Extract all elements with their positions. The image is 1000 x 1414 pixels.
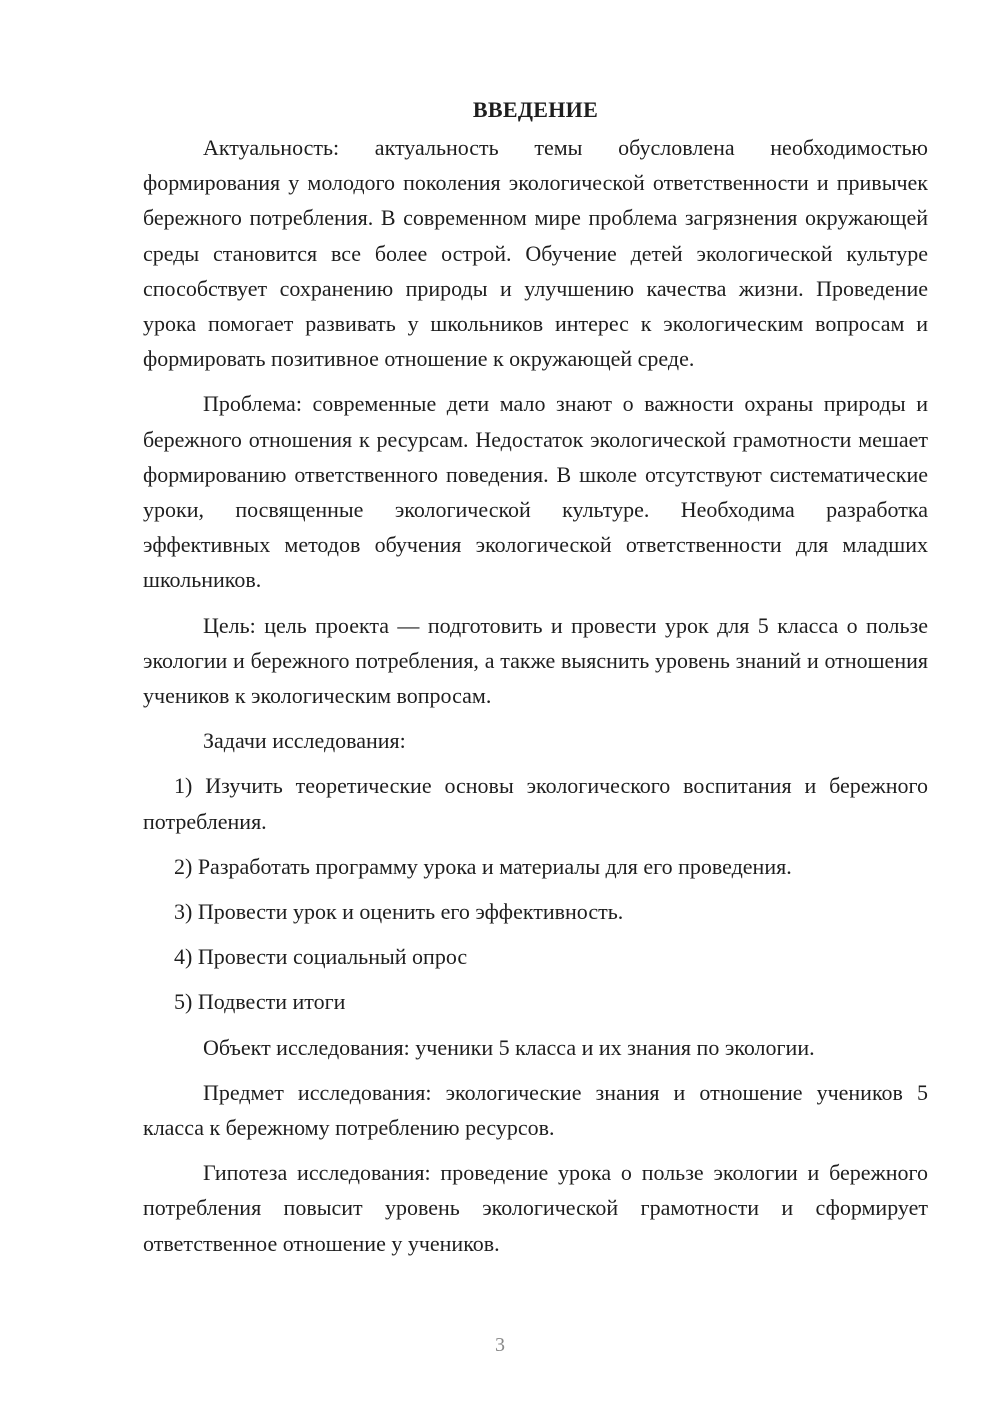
page-number: 3 (495, 1334, 505, 1356)
task-item: 1) Изучить теоретические основы экологического воспитания и бережного потребления. (143, 773, 928, 834)
page-title: ВВЕДЕНИЕ (472, 97, 599, 122)
tasks-list (143, 768, 928, 1019)
task-item: 3) Провести урок и оценить его эффективность. (174, 899, 624, 925)
task-item: 4) Провести социальный опрос (174, 944, 468, 970)
object-paragraph: Объект исследования: ученики 5 класса и их знания по экологии. (203, 1034, 815, 1060)
task-item: 5) Подвести итоги (174, 989, 346, 1015)
task-item: 2) Разработать программу урока и материалы для его проведения. (174, 853, 792, 879)
problem-paragraph: Проблема: современные дети мало знают о важности охраны природы и бережного отношения к ресурсам. Недостаток экологической грамотности мешает формированию ответственного поведения. В школе отсутствуют систематические уроки, посвященные экологической культуре. Необходима разработка эффективных методов обучения экологической ответственности для младших школьников. (143, 391, 928, 593)
subject-paragraph: Предмет исследования: экологические знания и отношение учеников 5 класса к бережному потреблению ресурсов. (143, 1079, 928, 1141)
hypothesis-paragraph: Гипотеза исследования: проведение урока о пользе экологии и бережного потребления повысит уровень экологической грамотности и сформирует ответственное отношение у учеников. (143, 1160, 928, 1256)
tasks-heading: Задачи исследования: (203, 728, 406, 754)
goal-paragraph: Цель: цель проекта — подготовить и провести урок для 5 класса о пользе экологии и бережного потребления, а также выяснить уровень знаний и отношения учеников к экологическим вопросам. (143, 612, 928, 709)
document-page (143, 94, 928, 1271)
relevance-paragraph: Актуальность: актуальность темы обусловлена необходимостью формирования у молодого поколения экологической ответственности и привычек бережного потребления. В современном мире проблема загрязнения окружающей среды становится все более острой. Обучение детей экологической культуре способствует сохранению природы и улучшению качества жизни. Проведение урока помогает развивать у школьников интерес к экологическим вопросам и формировать позитивное отношение к окружающей среде. (143, 135, 928, 372)
